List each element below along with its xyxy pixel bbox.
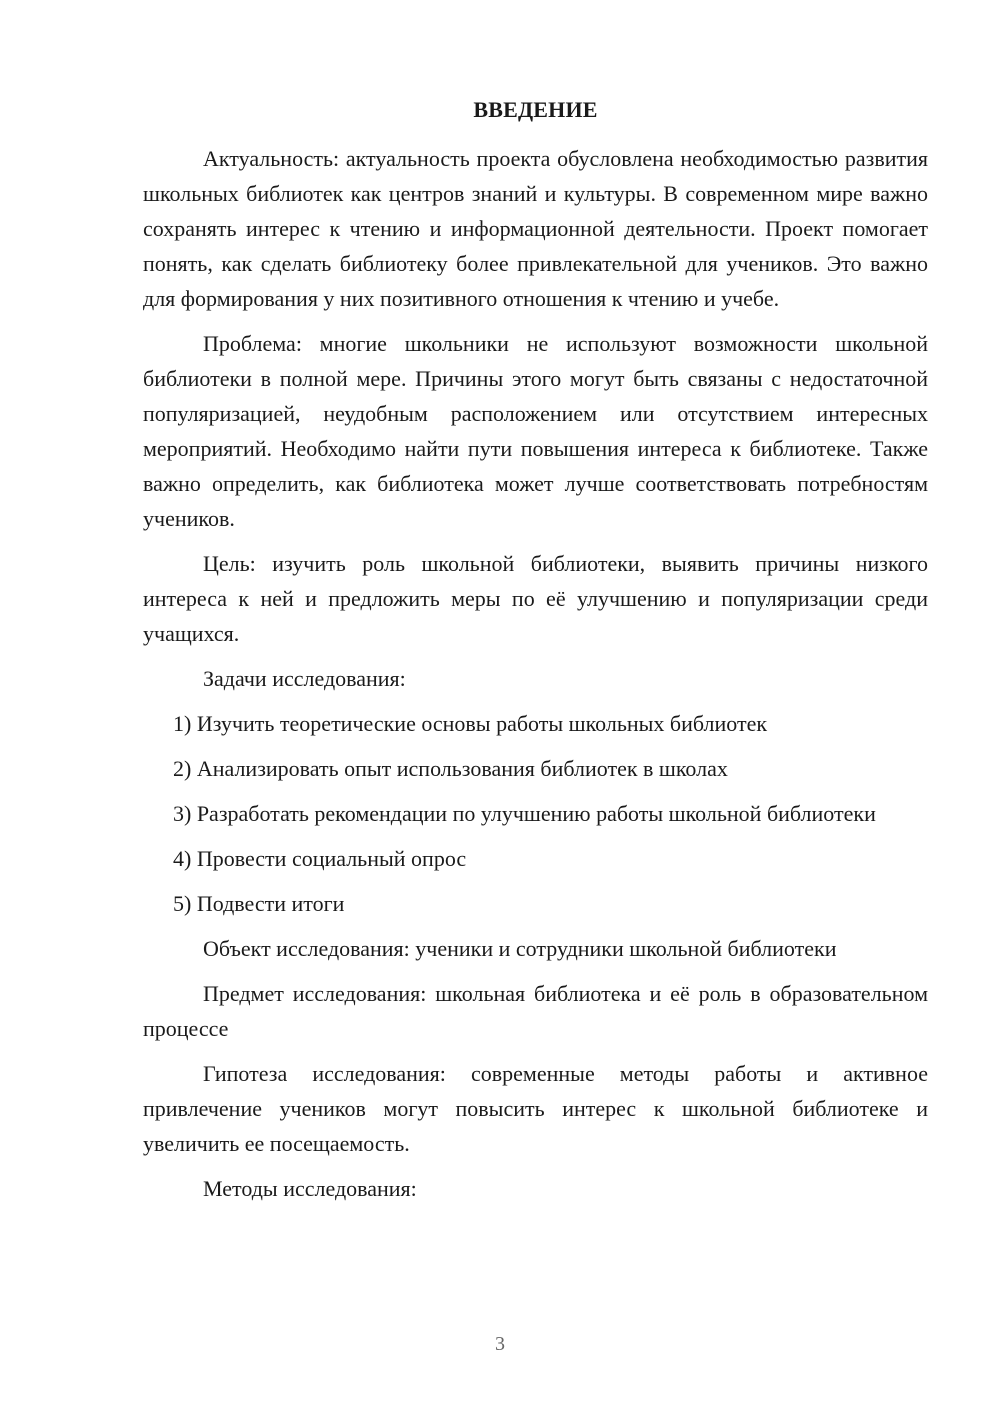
paragraph-problem: Проблема: многие школьники не используют возможности школьной библиотеки в полной мере. Причины этого могут быть связаны с недостаточной популяризацией, неудобным расположением или отсутствием интересных мероприятий. Необходимо найти пути повышения интереса к библиотеке. Также важно определить, как библиотека может лучше соответствовать потребностям учеников.: [143, 331, 928, 531]
paragraph-relevance: Актуальность: актуальность проекта обусловлена необходимостью развития школьных библиотек как центров знаний и культуры. В современном мире важно сохранять интерес к чтению и информационной деятельности. Проект помогает понять, как сделать библиотеку более привлекательной для учеников. Это важно для формирования у них позитивного отношения к чтению и учебе.: [143, 146, 928, 311]
list-item: 2) Анализировать опыт использования библиотек в школах: [173, 756, 728, 781]
list-item: 3) Разработать рекомендации по улучшению работы школьной библиотеки: [173, 801, 876, 826]
paragraph-hypothesis: Гипотеза исследования: современные методы работы и активное привлечение учеников могут повысить интерес к школьной библиотеке и увеличить ее посещаемость.: [143, 1061, 928, 1156]
tasks-title: Задачи исследования:: [203, 666, 406, 691]
page-number: 3: [495, 1333, 505, 1355]
section-heading: ВВЕДЕНИЕ: [473, 97, 598, 122]
paragraph-goal: Цель: изучить роль школьной библиотеки, выявить причины низкого интереса к ней и предложить меры по её улучшению и популяризации среди учащихся.: [143, 551, 928, 646]
list-item: 1) Изучить теоретические основы работы школьных библиотек: [173, 711, 768, 736]
list-item: 4) Провести социальный опрос: [173, 846, 467, 871]
paragraph-subject: Предмет исследования: школьная библиотека и её роль в образовательном процессе: [143, 981, 928, 1041]
methods-title: Методы исследования:: [203, 1176, 417, 1201]
document-page: [143, 92, 928, 1216]
paragraph-object: Объект исследования: ученики и сотрудники школьной библиотеки: [203, 936, 837, 961]
list-item: 5) Подвести итоги: [173, 891, 345, 916]
